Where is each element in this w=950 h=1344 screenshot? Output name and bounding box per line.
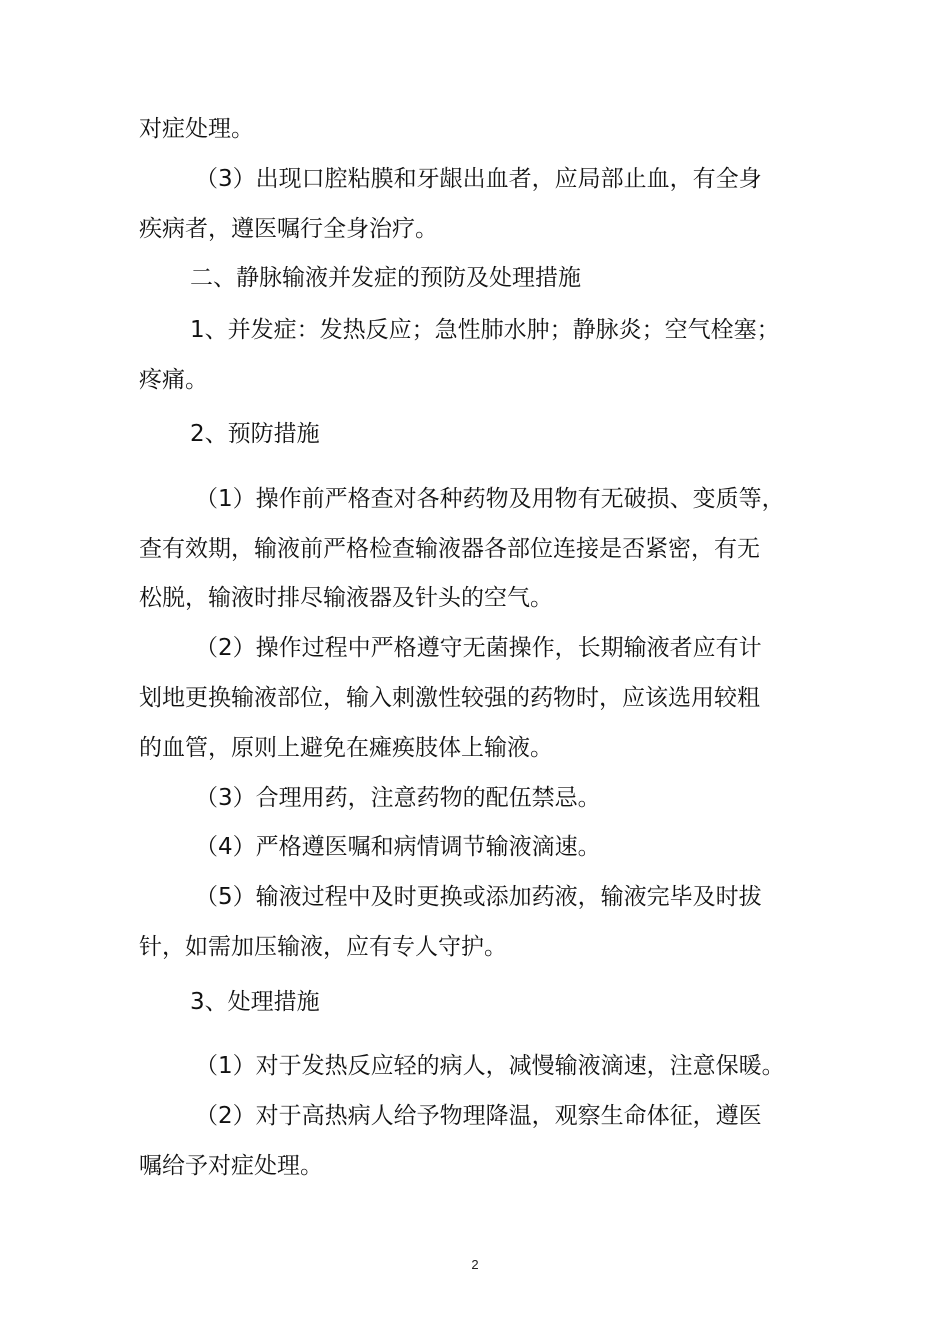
text-line-8: （1）操作前严格查对各种药物及用物有无破损、变质等， (195, 486, 785, 512)
text-line-20: （2）对于高热病人给予物理降温，观察生命体征，遵医 (195, 1103, 762, 1129)
text-line-2: （3）出现口腔粘膜和牙龈出血者，应局部止血，有全身 (195, 166, 762, 192)
text-line-17: 针，如需加压输液，应有专人守护。 (139, 934, 507, 960)
text-line-12: 划地更换输液部位，输入刺激性较强的药物时，应该选用较粗 (139, 685, 760, 711)
text-line-11: （2）操作过程中严格遵守无菌操作，长期输液者应有计 (195, 635, 762, 661)
text-line-19: （1）对于发热反应轻的病人，减慢输液滴速，注意保暖。 (195, 1053, 785, 1079)
text-line-10: 松脱，输液时排尽输液器及针头的空气。 (139, 585, 553, 611)
text-line-5: 1、并发症：发热反应；急性肺水肿；静脉炎；空气栓塞； (190, 317, 780, 343)
text-line-13: 的血管，原则上避免在瘫痪肢体上输液。 (139, 735, 553, 761)
text-line-6: 疼痛。 (139, 367, 208, 393)
page-number: 2 (471, 1257, 479, 1272)
text-line-16: （5）输液过程中及时更换或添加药液，输液完毕及时拔 (195, 884, 762, 910)
text-line-14: （3）合理用药，注意药物的配伍禁忌。 (195, 785, 601, 811)
text-line-9: 查有效期，输液前严格检查输液器各部位连接是否紧密，有无 (139, 536, 760, 562)
text-line-1: 对症处理。 (139, 116, 254, 142)
subheading-prevention: 2、预防措施 (190, 421, 320, 447)
text-line-3: 疾病者，遵医嘱行全身治疗。 (139, 216, 438, 242)
text-line-21: 嘱给予对症处理。 (139, 1153, 323, 1179)
text-line-15: （4）严格遵医嘱和病情调节输液滴速。 (195, 834, 601, 860)
subheading-treatment: 3、处理措施 (190, 989, 320, 1015)
section-heading-2: 二、静脉输液并发症的预防及处理措施 (190, 265, 581, 291)
